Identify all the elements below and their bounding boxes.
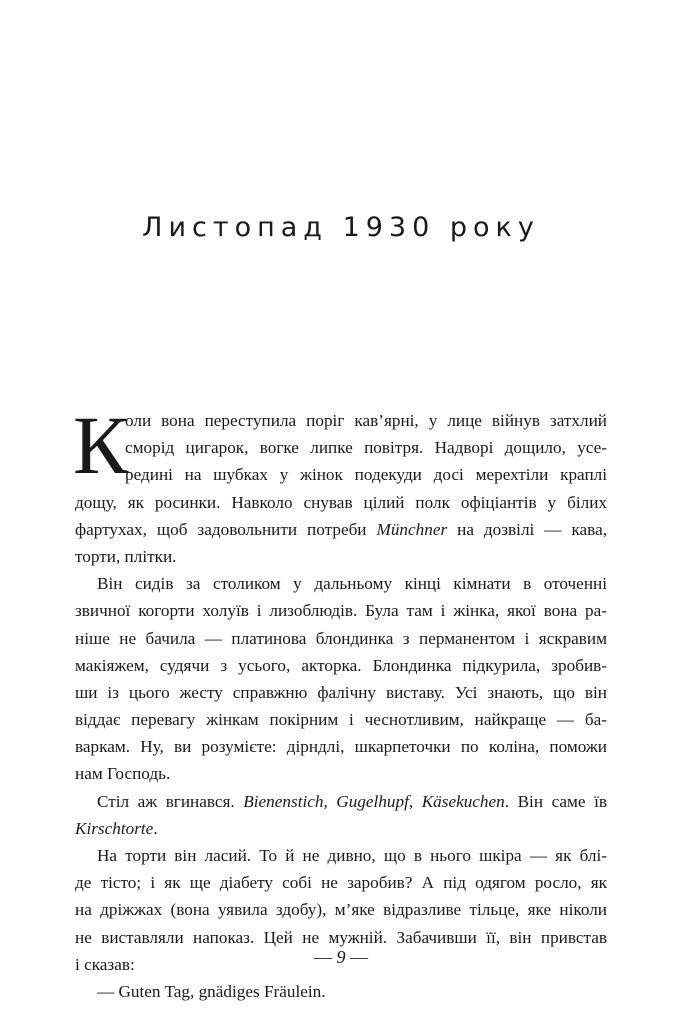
text-line: [75, 516, 607, 543]
folio-dash-left: —: [314, 947, 332, 967]
text-line: і сказав:: [75, 954, 135, 974]
italic-run: Bienenstich, Gugelhupf, Käsekuchen: [243, 791, 505, 811]
text-line: варкам. Ну, ви розумієте: дірндлі, шкарпеточки по коліна, поможи: [75, 737, 607, 757]
text-line: [75, 788, 607, 815]
folio-dash-right: —: [350, 947, 368, 967]
text-line: — Guten Tag, gnädiges Fräulein.: [97, 981, 326, 1001]
page-number: [0, 947, 682, 968]
italic-run: Münchner: [376, 519, 448, 539]
text-line: редині на шубках у жінок подекуди досі мерехтіли краплі: [125, 465, 607, 485]
italic-run: Kirschtorte: [75, 818, 154, 838]
text-line: ши із цього жесту справжню фалічну виставу. Усі знають, що він: [75, 682, 607, 702]
chapter-title: Листопад 1930 року: [142, 212, 540, 243]
text-line: віддає перевагу жінкам покірним і чеснотливим, найкраще — ба-: [75, 710, 607, 730]
text-line: на дріжжах (вона уявила здобу), м’яке відразливе тільце, яке ніколи: [75, 900, 607, 920]
body-text: [73, 399, 607, 1005]
text-line: ніше не бачила — платинова блондинка з перманентом і яскравим: [75, 628, 607, 648]
text-line: макіяжем, судячи з усього, акторка. Блондинка підкурила, зробив-: [75, 655, 607, 675]
text-line: Він сидів за столиком у дальньому кінці кімнати в оточенні: [97, 574, 607, 594]
text-line: де тісто; і як ще діабету собі не заробив? А під одягом росло, як: [75, 873, 607, 893]
text-line: торти, плітки.: [75, 546, 177, 566]
text-run: Стіл аж вгинався.: [97, 791, 244, 811]
text-line: оли вона переступила поріг кав’ярні, у лице війнув затхлий: [125, 411, 607, 430]
text-line: дощу, як росинки. Навколо снував цілий полк офіціантів у білих: [75, 492, 607, 512]
text-run: на дозвілі — кава,: [447, 519, 607, 539]
text-line: сморід цигарок, вогке липке повітря. Надворі дощило, усе-: [125, 438, 607, 458]
folio-number: 9: [336, 947, 346, 967]
text-run: . Він саме їв: [504, 791, 607, 811]
text-line: На торти він ласий. То й не дивно, що в нього шкіра — як блі-: [97, 846, 607, 865]
text-line: нам Господь.: [75, 764, 171, 784]
text-run: фартухах, щоб задовольнити потреби: [75, 519, 377, 539]
drop-cap: К: [73, 399, 129, 491]
text-run: .: [153, 818, 158, 838]
text-line: звичної когорти холуїв і лизоблюдів. Була там і жінка, якої вона ра-: [75, 601, 607, 621]
text-line: не виставляли напоказ. Цей не мужній. Забачивши її, він привстав: [75, 927, 607, 947]
text-line: [75, 815, 607, 842]
